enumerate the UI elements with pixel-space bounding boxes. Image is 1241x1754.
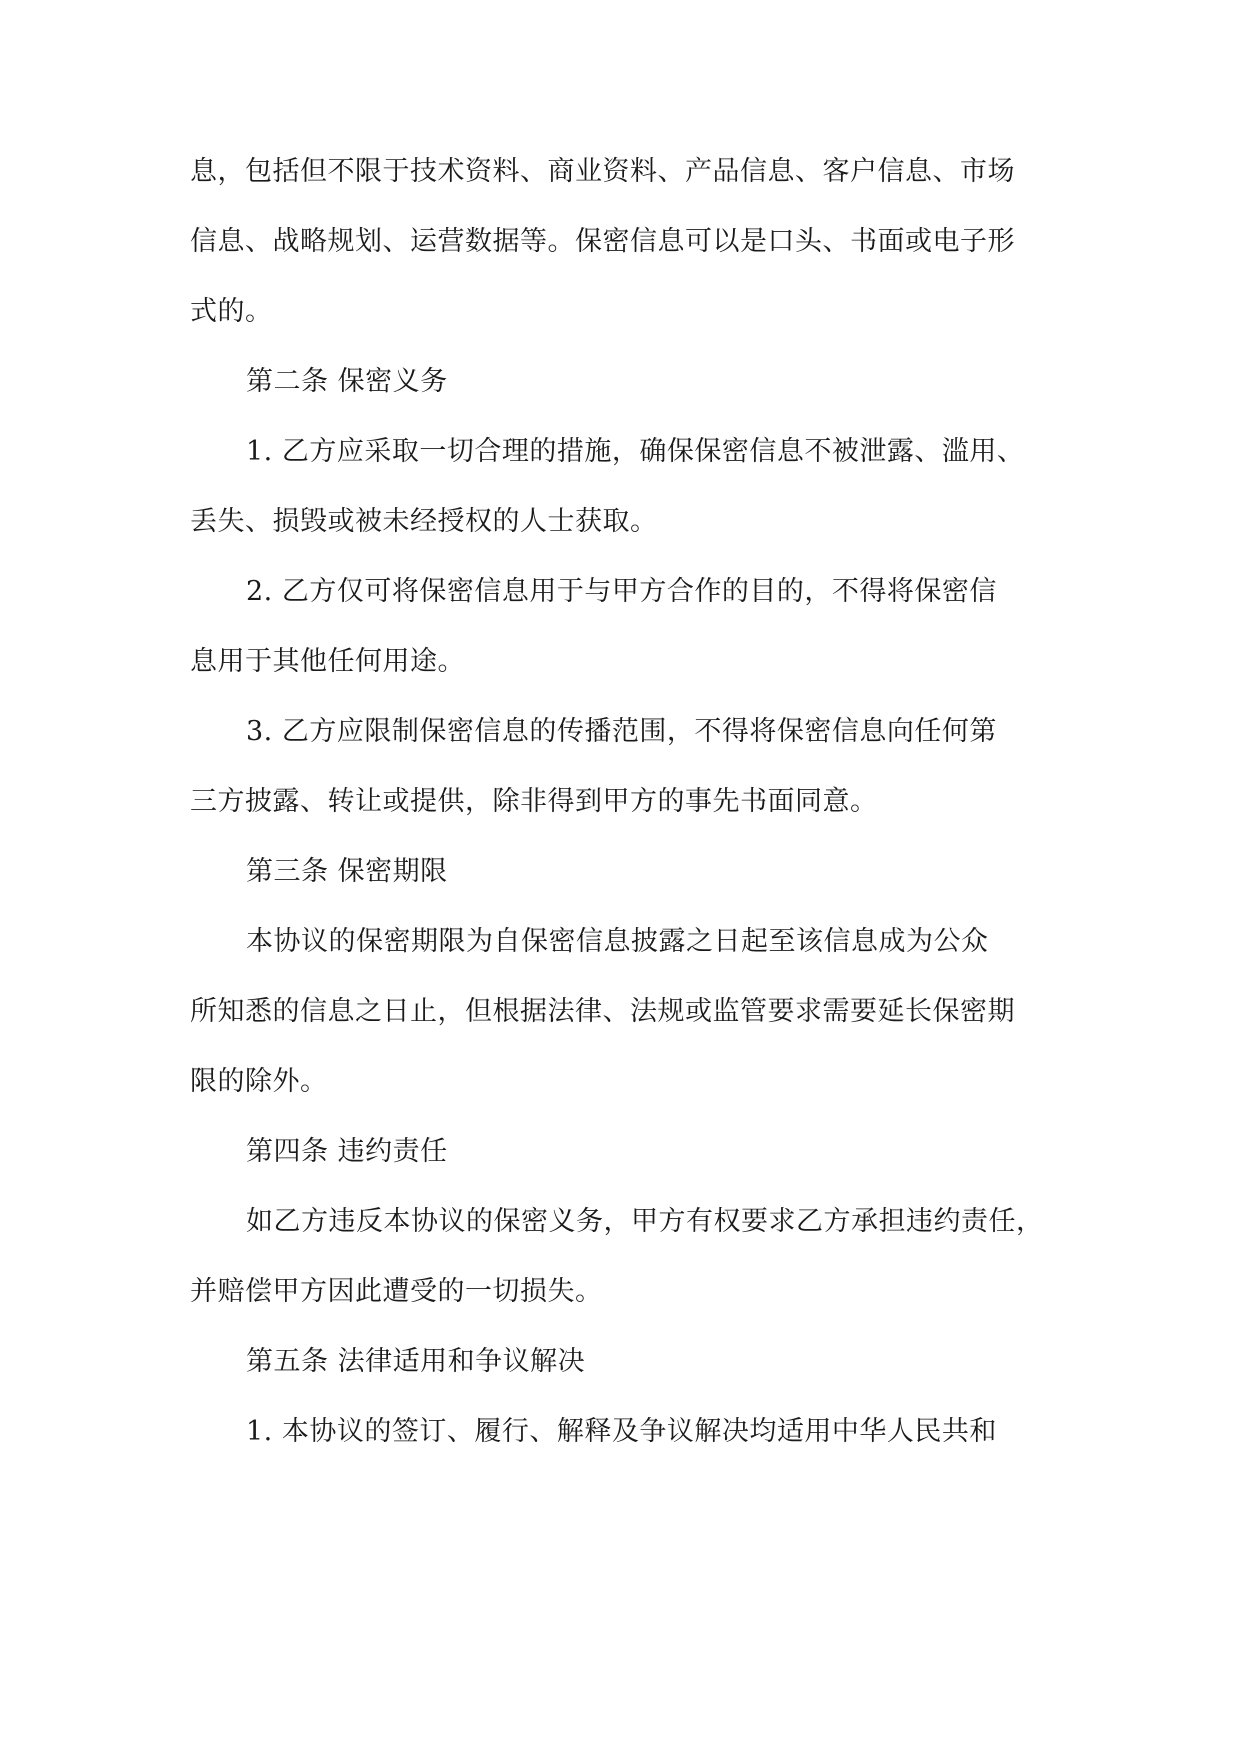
text-line: 2. 乙方仅可将保密信息用于与甲方合作的目的，不得将保密信 bbox=[246, 576, 997, 607]
text-line: 1. 乙方应采取一切合理的措施，确保保密信息不被泄露、滥用、 bbox=[246, 436, 1025, 467]
section-heading: 第四条 违约责任 bbox=[246, 1136, 448, 1167]
section-heading: 第三条 保密期限 bbox=[246, 856, 448, 887]
text-line: 如乙方违反本协议的保密义务，甲方有权要求乙方承担违约责任， bbox=[246, 1206, 1044, 1237]
text-line: 丢失、损毁或被未经授权的人士获取。 bbox=[190, 506, 658, 537]
section-heading: 第五条 法律适用和争议解决 bbox=[246, 1346, 586, 1377]
text-line: 3. 乙方应限制保密信息的传播范围，不得将保密信息向任何第 bbox=[246, 716, 997, 747]
text-line: 息，包括但不限于技术资料、商业资料、产品信息、客户信息、市场 bbox=[190, 156, 1015, 187]
text-line: 息用于其他任何用途。 bbox=[190, 646, 465, 677]
section-heading: 第二条 保密义务 bbox=[246, 366, 448, 397]
text-line: 式的。 bbox=[190, 296, 273, 327]
text-line: 限的除外。 bbox=[190, 1066, 328, 1097]
text-line: 所知悉的信息之日止，但根据法律、法规或监管要求需要延长保密期 bbox=[190, 996, 1015, 1027]
text-line: 信息、战略规划、运营数据等。保密信息可以是口头、书面或电子形 bbox=[190, 226, 1015, 257]
text-line: 并赔偿甲方因此遭受的一切损失。 bbox=[190, 1276, 603, 1307]
text-line: 1. 本协议的签订、履行、解释及争议解决均适用中华人民共和 bbox=[246, 1416, 997, 1447]
text-line: 三方披露、转让或提供，除非得到甲方的事先书面同意。 bbox=[190, 786, 878, 817]
text-line: 本协议的保密期限为自保密信息披露之日起至该信息成为公众 bbox=[246, 926, 989, 957]
